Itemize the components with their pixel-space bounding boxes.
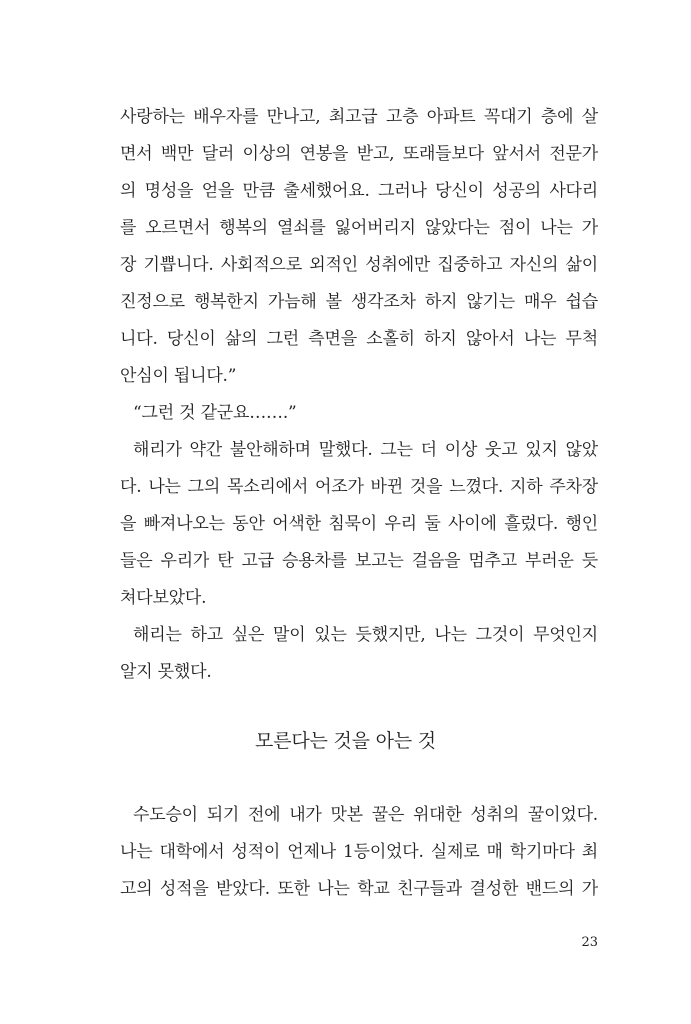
body-text-line: 나는 대학에서 성적이 언제나 1등이었다. 실제로 매 학기마다 최 — [120, 842, 598, 862]
body-text-line: 를 오르면서 행복의 열쇠를 잃어버리지 않았다는 점이 나는 가 — [120, 218, 598, 238]
body-text-line: 수도승이 되기 전에 내가 맛본 꿀은 위대한 성취의 꿀이었다. — [133, 805, 598, 825]
section-heading: 모른다는 것을 아는 것 — [255, 730, 436, 752]
body-text-line: 해리는 하고 싶은 말이 있는 듯했지만, 나는 그것이 무엇인지 — [133, 625, 598, 645]
body-text-line: 장 기쁩니다. 사회적으로 외적인 성취에만 집중하고 자신의 삶이 — [120, 255, 598, 275]
body-text-line: 사랑하는 배우자를 만나고, 최고급 고층 아파트 꼭대기 층에 살 — [120, 107, 598, 127]
body-text-line: 해리가 약간 불안해하며 말했다. 그는 더 이상 웃고 있지 않았 — [133, 440, 598, 460]
body-text-line: 들은 우리가 탄 고급 승용차를 보고는 걸음을 멈추고 부러운 듯 — [120, 551, 598, 571]
body-text-line: 알지 못했다. — [120, 662, 212, 682]
dialogue-line: “그런 것 같군요…….” — [133, 403, 297, 423]
body-text-line: 면서 백만 달러 이상의 연봉을 받고, 또래들보다 앞서서 전문가 — [120, 144, 598, 164]
body-text-line: 쳐다보았다. — [120, 588, 207, 608]
body-text-line: 니다. 당신이 삶의 그런 측면을 소홀히 하지 않아서 나는 무척 — [120, 329, 598, 349]
body-text-line: 을 빠져나오는 동안 어색한 침묵이 우리 둘 사이에 흘렀다. 행인 — [120, 514, 598, 534]
body-text-line: 의 명성을 얻을 만큼 출세했어요. 그러나 당신이 성공의 사다리 — [120, 181, 598, 201]
body-text-line: 진정으로 행복한지 가늠해 볼 생각조차 하지 않기는 매우 쉽습 — [120, 292, 598, 312]
body-text-line: 고의 성적을 받았다. 또한 나는 학교 친구들과 결성한 밴드의 가 — [120, 879, 598, 899]
body-text-line: 다. 나는 그의 목소리에서 어조가 바뀐 것을 느꼈다. 지하 주차장 — [120, 477, 598, 497]
page-number: 23 — [581, 935, 598, 950]
body-text-line: 안심이 됩니다.” — [120, 366, 237, 386]
